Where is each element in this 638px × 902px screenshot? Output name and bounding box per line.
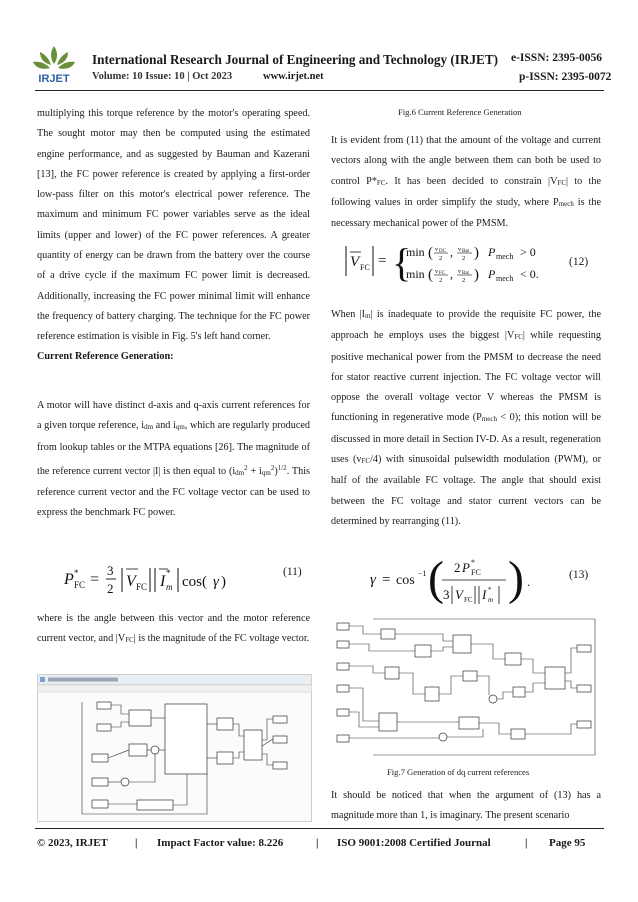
svg-text:2: 2	[462, 277, 466, 284]
svg-text:2: 2	[439, 255, 443, 262]
svg-text:,: ,	[450, 267, 453, 281]
equation-12-number: (12)	[569, 256, 589, 268]
footer-separator: |	[525, 837, 528, 849]
svg-text:I: I	[482, 587, 487, 602]
left-para-3: where is the angle between this vector and the motor reference current vector, and |VFC| is the magnitude of the FC voltage vector.	[37, 613, 310, 645]
svg-text:,: ,	[450, 245, 453, 259]
equation-13	[370, 548, 535, 612]
svg-text:): )	[508, 552, 524, 605]
website: www.irjet.net	[263, 71, 324, 82]
svg-text:m: m	[488, 596, 494, 604]
svg-text:FC: FC	[471, 568, 481, 577]
equation-11	[60, 556, 260, 602]
svg-text:(: (	[428, 552, 444, 605]
svg-text:DC: DC	[439, 249, 446, 254]
left-para-1: multiplying this torque reference by the motor's operating speed. The sought motor may then be computed using the estimated engine performance, and as suggested by Bauman and Kazerani [13], the FC power reference is created by applying a first-order low-pass filter on this motor's electrical power reference. The maximum and minimum FC power variables serve as the ideal limits (upper and lower) of the FC power references. A greater quantity of energy can be drawn from the battery over the course of a drive cycle if the maximum FC power limit is decreased. Additionally, increasing the FC power minimal limit will enhance the frequency of battery charging. The technique for the FC power reference estimation is visible in Fig. 5's left hand corner.	[37, 108, 310, 343]
right-para-2: When |Im| is inadequate to provide the requisite FC power, the approach he employs uses the biggest |VFC| while requesting positive mechanical power from the PMSM to decrease the need for stator reactive current injection. The FC voltage vector will oppose the overall voltage vector V whereas the PMSM is functioning in regenerative mode (Pmech < 0); this notion will be discussed in more detail in Section IV-D. As a result, regeneration uses (vFC/4) with sinusoidal pulsewidth modulation (PWM), or half of the available FC voltage. The angle that should exist between the FC voltage and stator current vectors can be determined by rearranging (11).	[331, 309, 602, 527]
journal-title: International Research Journal of Engineering and Technology (IRJET)	[92, 52, 499, 67]
svg-text:min: min	[406, 267, 425, 281]
svg-text:Bat: Bat	[462, 249, 469, 254]
svg-text:2: 2	[462, 255, 466, 262]
footer-copyright: © 2023, IRJET	[37, 837, 108, 849]
right-para-3: It should be noticed that when the argument of (13) has a magnitude more than 1, is imaginary. The present scenario	[331, 790, 601, 822]
svg-text:=: =	[90, 571, 100, 588]
footer-separator: |	[316, 837, 319, 849]
equation-13-number: (13)	[569, 569, 589, 581]
svg-text:*: *	[471, 558, 475, 567]
svg-text:{: {	[392, 240, 412, 285]
logo-text: IRJET	[38, 73, 70, 85]
header-rule	[35, 90, 604, 91]
svg-text:*: *	[74, 568, 79, 578]
svg-text:P: P	[64, 571, 74, 588]
svg-text:): )	[474, 245, 479, 261]
section-heading: Current Reference Generation:	[37, 351, 174, 362]
fig6-simulink-diagram	[37, 674, 312, 822]
svg-text:FC: FC	[74, 580, 86, 590]
svg-text:v: v	[435, 268, 439, 275]
svg-text:(: (	[428, 245, 433, 261]
svg-text:m: m	[166, 582, 173, 592]
footer-rule	[35, 828, 604, 829]
svg-text:P: P	[488, 267, 496, 281]
p-issn: p-ISSN: 2395-0072	[519, 71, 612, 83]
svg-text:FC: FC	[136, 582, 148, 592]
svg-text:P: P	[462, 560, 470, 575]
svg-text:2: 2	[107, 581, 114, 596]
fig7-caption: Fig.7 Generation of dq current references	[387, 767, 530, 777]
svg-text:V: V	[350, 254, 360, 270]
irjet-logo	[30, 44, 78, 90]
svg-text:2: 2	[439, 277, 443, 284]
svg-text:FC: FC	[360, 263, 370, 272]
svg-text:2: 2	[454, 560, 461, 575]
fig6-caption: Fig.6 Current Reference Generation	[398, 107, 522, 117]
svg-text:(: (	[428, 267, 433, 283]
equation-11-number: (11)	[283, 566, 302, 578]
svg-text:*: *	[166, 568, 171, 578]
svg-text:=: =	[378, 253, 387, 269]
footer-separator: |	[135, 837, 138, 849]
svg-text:> 0: > 0	[520, 245, 536, 259]
svg-text:.: .	[527, 574, 531, 589]
svg-text:I: I	[160, 573, 166, 590]
svg-text:γ: γ	[213, 574, 219, 590]
svg-text:V: V	[455, 587, 463, 602]
svg-text:v: v	[435, 246, 439, 253]
svg-text:cos: cos	[396, 573, 415, 588]
right-para-1: It is evident from (11) that the amount of the voltage and current vectors along with the angle between them can both be used to control P*FC. It has been decided to constrain |VFC| to the following values in order simplify the study, where Pmech is the necessary mechanical power of the PMSM.	[331, 135, 602, 230]
fig7-simulink-diagram	[333, 617, 603, 759]
svg-text:min: min	[406, 245, 425, 259]
svg-text:FC: FC	[439, 271, 446, 276]
svg-text:V: V	[126, 573, 136, 590]
footer-page-number: Page 95	[549, 837, 586, 849]
svg-text:γ: γ	[370, 572, 376, 588]
svg-text:v: v	[458, 246, 462, 253]
svg-text:=: =	[382, 572, 391, 588]
footer-iso: ISO 9001:2008 Certified Journal	[337, 837, 491, 849]
svg-text:mech: mech	[496, 274, 514, 283]
svg-text:v: v	[458, 268, 462, 275]
svg-text:FC: FC	[464, 596, 473, 604]
svg-text:): )	[474, 267, 479, 283]
e-issn: e-ISSN: 2395-0056	[511, 52, 603, 64]
svg-text:mech: mech	[496, 252, 514, 261]
svg-text:−1: −1	[418, 569, 427, 578]
svg-text:): )	[221, 574, 226, 590]
page-header	[0, 0, 638, 96]
svg-text:P: P	[488, 245, 496, 259]
svg-text:cos(: cos(	[182, 574, 207, 590]
svg-text:*: *	[488, 586, 492, 594]
footer-impact-factor: Impact Factor value: 8.226	[157, 837, 284, 849]
svg-text:3: 3	[443, 587, 450, 602]
left-para-2: A motor will have distinct d-axis and q-axis current references for a given torque reference, idm and iqm, which are regularly produced from lookup tables or the MTPA equations [26]. The magnitude of the reference current vector |I| is then equal to $(idm^2 + iqm^2)^{1/2}$. This reference current vector and the FC voltage vector can be used to express the benchmark FC power.	[37, 400, 310, 519]
svg-text:3: 3	[107, 563, 114, 578]
equation-12	[340, 232, 598, 288]
svg-text:< 0.: < 0.	[520, 267, 539, 281]
volume-line: Volume: 10 Issue: 10 | Oct 2023	[92, 71, 233, 82]
svg-text:Bat: Bat	[462, 271, 469, 276]
